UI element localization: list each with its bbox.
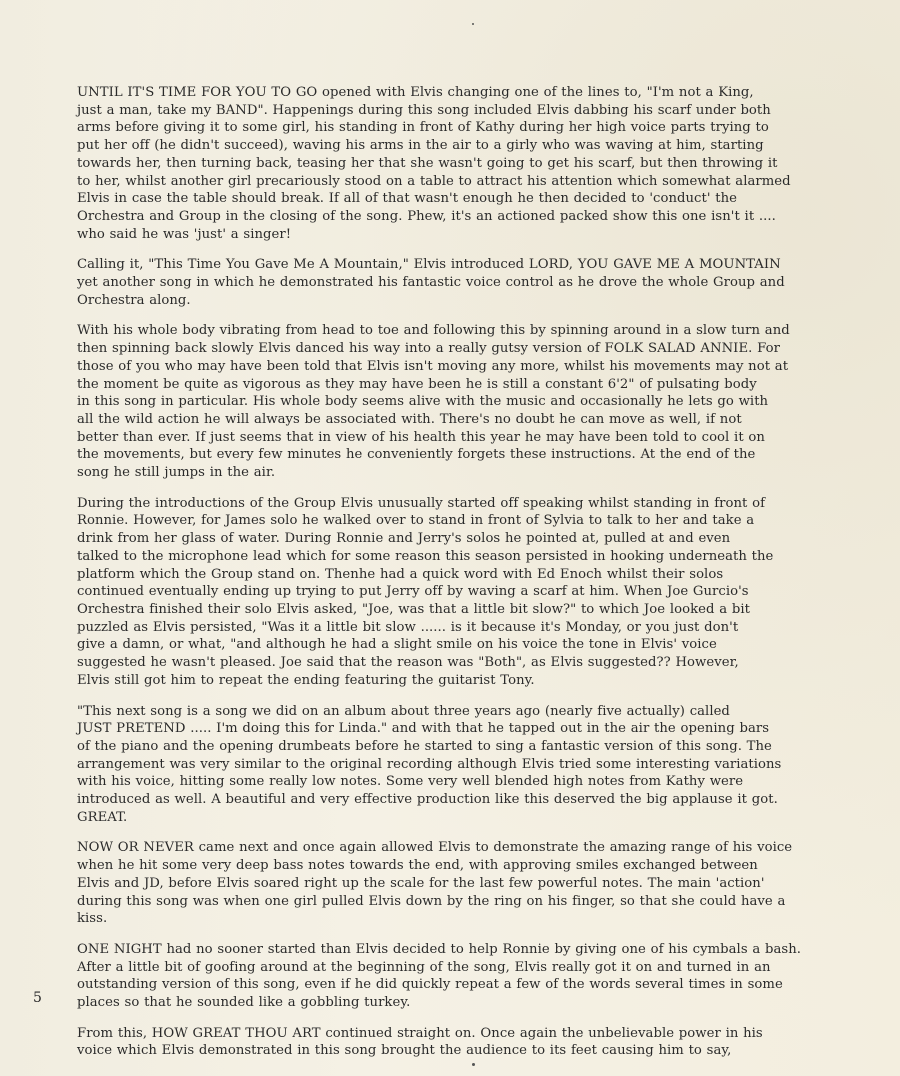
print-speck — [472, 23, 474, 25]
paragraph-folk-salad-annie: With his whole body vibrating from head to toe and following this by spinning around in a slow turn and then spinning back slowly Elvis danced his way into a really gutsy version of FOLK SALAD ANNIE. For those of you who may have been told that Elvis isn't moving any more, whilst his movements may not at the moment be quite as vigorous as they may have been he is still a constant 6'2" of pulsating body in this song in particular. His whole body seems alive with the music and occasionally he lets go with all the wild action he will always be associated with. There's no doubt he can move as well, if not better than ever. If just seems that in view of his health this year he may have been told to cool it on the movements, but every few minutes he conveniently forgets these instructions. At the end of the song he still jumps in the air. — [77, 323, 790, 481]
paragraph-lord-you-gave-me-a-mountain: Calling it, "This Time You Gave Me A Mountain," Elvis introduced LORD, YOU GAVE ME A MOUNTAIN yet another song in which he demonstrated his fantastic voice control as he drove the whole Group and Orchestra along. — [77, 257, 785, 308]
paragraph-group-introductions: During the introductions of the Group Elvis unusually started off speaking whilst standing in front of Ronnie. However, for James solo he walked over to stand in front of Sylvia to talk to her and take a drink from her glass of water. During Ronnie and Jerry's solos he pointed at, pulled at and even talked to the microphone lead which for some reason this season persisted in hooking underneath the platform which the Group stand on. Thenhe had a quick word with Ed Enoch whilst their solos continued eventually ending up trying to put Jerry off by waving a scarf at him. When Joe Gurcio's Orchestra finished their solo Elvis asked, "Joe, was that a little bit slow?" to which Joe looked a bit puzzled as Elvis persisted, "Was it a little bit slow ...... is it because it's Monday, or you just don't give a damn, or what, "and although he had a slight smile on his voice the tone in Elvis' voice suggested he wasn't pleased. Joe said that the reason was "Both", as Elvis suggested?? However, Elvis still got him to repeat the ending featuring the guitarist Tony. — [77, 495, 774, 688]
document-body — [77, 84, 804, 1073]
page-number: 5 — [33, 990, 42, 1006]
paragraph-how-great-thou-art: From this, HOW GREAT THOU ART continued straight on. Once again the unbelievable power in his voice which Elvis demonstrated in this song brought the audience to its feet causing him to say, — [77, 1025, 763, 1059]
paragraph-just-pretend: "This next song is a song we did on an album about three years ago (nearly five actually) called JUST PRETEND ..... I'm doing this for Linda." and with that he tapped out in the air the opening bars of the piano and the opening drumbeats before he started to sing a fantastic version of this song. The arrangement was very similar to the original recording although Elvis tried some interesting variations with his voice, hitting some really low notes. Some very well blended high notes from Kathy were introduced as well. A beautiful and very effective production like this deserved the big applause it got. GREAT. — [77, 703, 782, 825]
paragraph-until-its-time: UNTIL IT'S TIME FOR YOU TO GO opened with Elvis changing one of the lines to, "I'm not a King, just a man, take my BAND". Happenings during this song included Elvis dabbing his scarf under both arms before giving it to some girl, his standing in front of Kathy during her high voice parts trying to put her off (he didn't succeed), waving his arms in the air to a girly who was waving at him, starting towards her, then turning back, teasing her that she wasn't going to get his scarf, but then throwing it to her, whilst another girl precariously stood on a table to attract his attention which somewhat alarmed Elvis in case the table should break. If all of that wasn't enough he then decided to 'conduct' the Orchestra and Group in the closing of the song. Phew, it's an actioned packed show this one isn't it .... who said he was 'just' a singer! — [77, 85, 791, 242]
paragraph-now-or-never: NOW OR NEVER came next and once again allowed Elvis to demonstrate the amazing range of his voice when he hit some very deep bass notes towards the end, with approving smiles exchanged between Elvis and JD, before Elvis soared right up the scale for the last few powerful notes. The main 'action' during this song was when one girl pulled Elvis down by the ring on his finger, so that she could have a kiss. — [77, 840, 793, 927]
print-speck — [472, 1063, 475, 1066]
paragraph-one-night: ONE NIGHT had no sooner started than Elvis decided to help Ronnie by giving one of his cymbals a bash. After a little bit of goofing around at the beginning of the song, Elvis really got it on and turned in an outstanding version of this song, even if he did quickly repeat a few of the words several times in some places so that he sounded like a gobbling turkey. — [77, 941, 802, 1011]
